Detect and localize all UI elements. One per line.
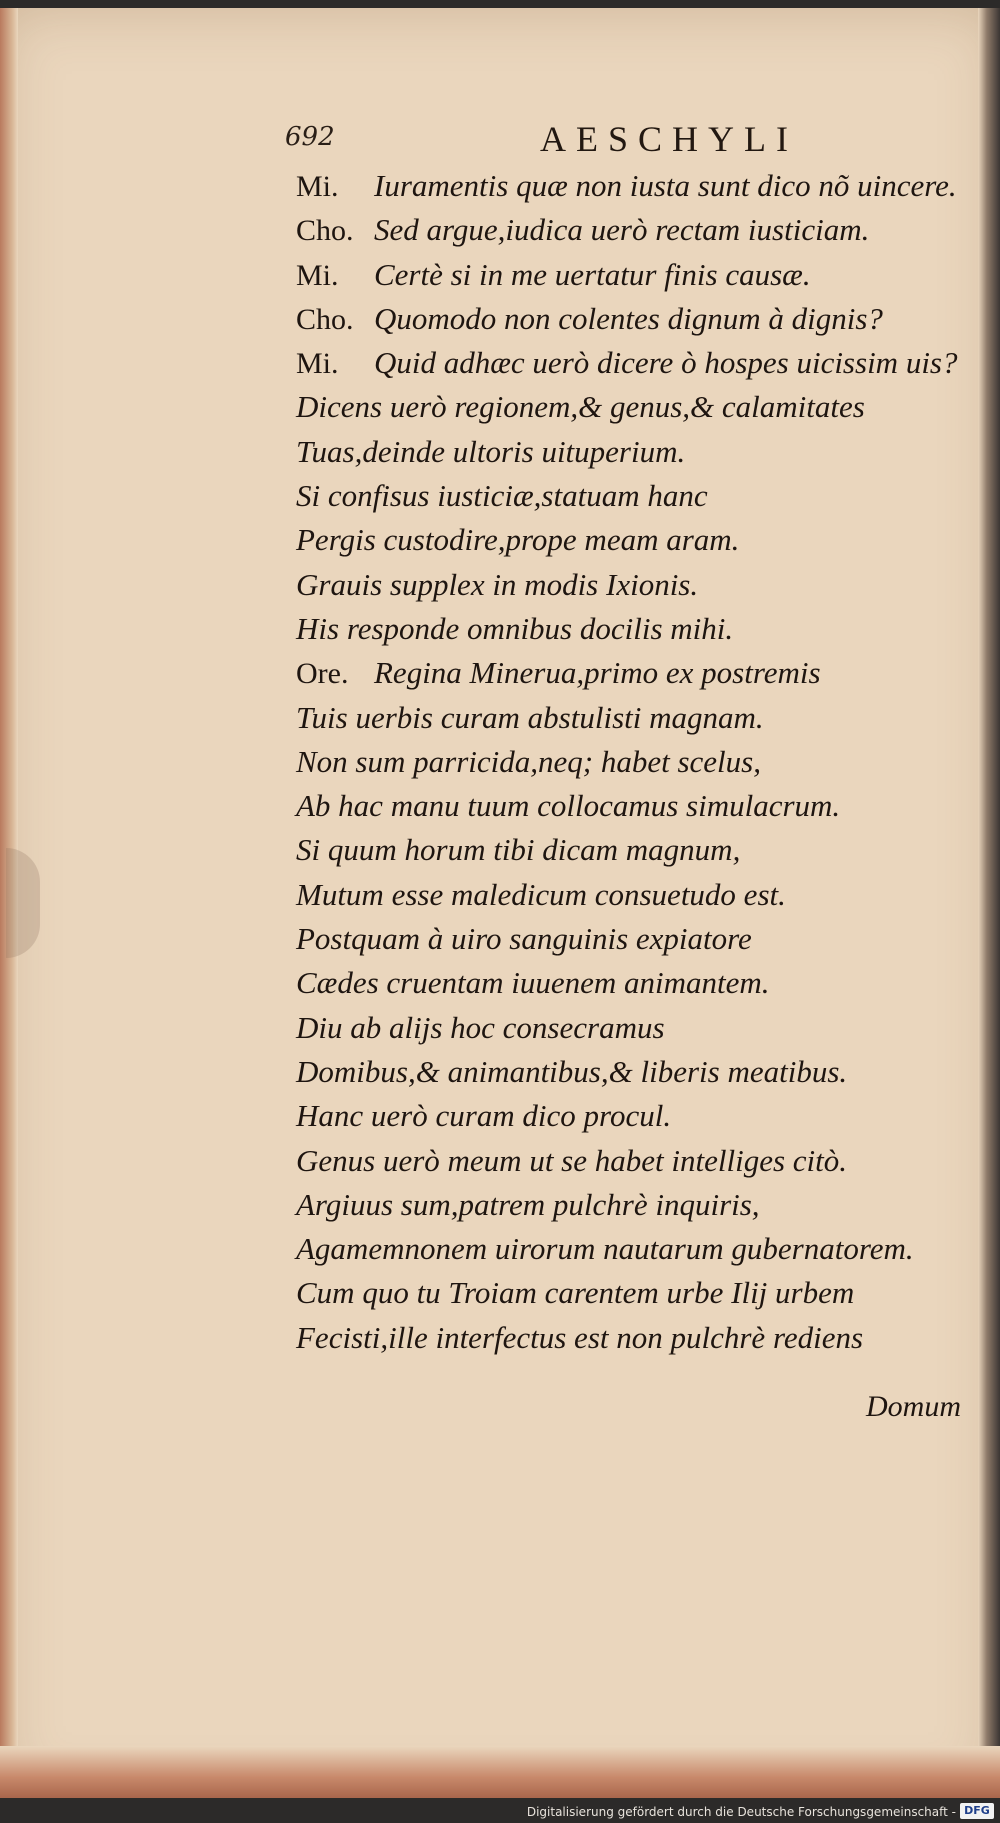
page-edge-bottom bbox=[0, 1746, 1000, 1798]
verse-text: Ab hac manu tuum collocamus simulacrum. bbox=[296, 788, 841, 824]
verse-line bbox=[296, 389, 976, 433]
verse-line bbox=[296, 567, 976, 611]
verse-line bbox=[296, 1098, 976, 1142]
verse-text: Non sum parricida,neq; habet scelus, bbox=[296, 743, 761, 779]
verse-text: Sed argue,iudica uerò rectam iusticiam. bbox=[374, 212, 870, 248]
speaker-label: Cho. bbox=[296, 302, 354, 336]
verse-text: Genus uerò meum ut se habet intelliges citò. bbox=[296, 1142, 848, 1178]
verse-line bbox=[296, 212, 976, 256]
speaker-label: Cho. bbox=[296, 214, 354, 248]
verse-line bbox=[296, 257, 976, 301]
clip-shadow bbox=[6, 848, 40, 958]
verse-line bbox=[296, 655, 976, 699]
verse-text: Cædes cruentam iuuenem animantem. bbox=[296, 965, 770, 1001]
verse-line bbox=[296, 832, 976, 876]
page-number: 692 bbox=[285, 122, 335, 152]
verse-text: Argiuus sum,patrem pulchrè inquiris, bbox=[296, 1186, 760, 1222]
verse-line bbox=[296, 1231, 976, 1275]
verse-text: Diu ab alijs hoc consecramus bbox=[296, 1009, 665, 1045]
verse-line bbox=[296, 611, 976, 655]
verse-text: Certè si in me uertatur finis causæ. bbox=[374, 256, 811, 292]
verse-text: Domibus,& animantibus,& liberis meatibus. bbox=[296, 1053, 848, 1089]
verse-text: Regina Minerua,primo ex postremis bbox=[374, 655, 821, 691]
page-edge-right bbox=[978, 8, 1000, 1798]
verse-text: Dicens uerò regionem,& genus,& calamitates bbox=[296, 389, 865, 425]
verse-line bbox=[296, 1320, 976, 1364]
verse-text: Tuas,deinde ultoris uituperium. bbox=[296, 433, 686, 469]
verse-line bbox=[296, 301, 976, 345]
speaker-label: Mi. bbox=[296, 258, 339, 292]
verse-line bbox=[296, 921, 976, 965]
verse-line bbox=[296, 1275, 976, 1319]
speaker-label: Mi. bbox=[296, 170, 339, 203]
verse-line bbox=[296, 168, 976, 212]
page-header bbox=[285, 118, 845, 166]
verse-text: Quomodo non colentes dignum à dignis? bbox=[374, 300, 883, 336]
speaker-label: Ore. bbox=[296, 657, 349, 691]
verse-text: Postquam à uiro sanguinis expiatore bbox=[296, 921, 752, 957]
verse-text-block bbox=[296, 168, 976, 1364]
verse-line bbox=[296, 965, 976, 1009]
speaker-label: Mi. bbox=[296, 347, 339, 381]
running-head: AESCHYLI bbox=[540, 119, 798, 159]
verse-text: Hanc uerò curam dico procul. bbox=[296, 1098, 672, 1134]
verse-text: Fecisti,ille interfectus est non pulchrè rediens bbox=[296, 1319, 864, 1355]
verse-line bbox=[296, 877, 976, 921]
verse-text: Si quum horum tibi dicam magnum, bbox=[296, 832, 741, 868]
verse-text: Pergis custodire,prope meam aram. bbox=[296, 522, 740, 558]
verse-text: Quid adhæc uerò dicere ò hospes uicissim uis? bbox=[374, 345, 958, 381]
verse-line bbox=[296, 522, 976, 566]
verse-text: Tuis uerbis curam abstulisti magnam. bbox=[296, 699, 764, 735]
footer-credit: Digitalisierung gefördert durch die Deutsche Forschungsgemeinschaft - bbox=[526, 1805, 956, 1819]
dfg-logo: DFG bbox=[960, 1803, 994, 1819]
verse-line bbox=[296, 788, 976, 832]
verse-line bbox=[296, 1143, 976, 1187]
verse-line bbox=[296, 1187, 976, 1231]
catchword: Domum bbox=[866, 1390, 961, 1423]
verse-text: Mutum esse maledicum consuetudo est. bbox=[296, 876, 786, 912]
verse-text: Iuramentis quæ non iusta sunt dico nõ uincere. bbox=[374, 168, 957, 203]
verse-line bbox=[296, 744, 976, 788]
verse-line bbox=[296, 478, 976, 522]
verse-line bbox=[296, 434, 976, 478]
verse-line bbox=[296, 345, 976, 389]
verse-text: Cum quo tu Troiam carentem urbe Ilij urbem bbox=[296, 1275, 855, 1311]
verse-text: His responde omnibus docilis mihi. bbox=[296, 610, 734, 646]
verse-text: Si confisus iusticiæ,statuam hanc bbox=[296, 478, 708, 514]
verse-line bbox=[296, 1010, 976, 1054]
verse-text: Grauis supplex in modis Ixionis. bbox=[296, 566, 699, 602]
verse-line bbox=[296, 700, 976, 744]
footer-bar bbox=[0, 1798, 1000, 1823]
verse-line bbox=[296, 1054, 976, 1098]
verse-text: Agamemnonem uirorum nautarum gubernatorem. bbox=[296, 1231, 914, 1267]
